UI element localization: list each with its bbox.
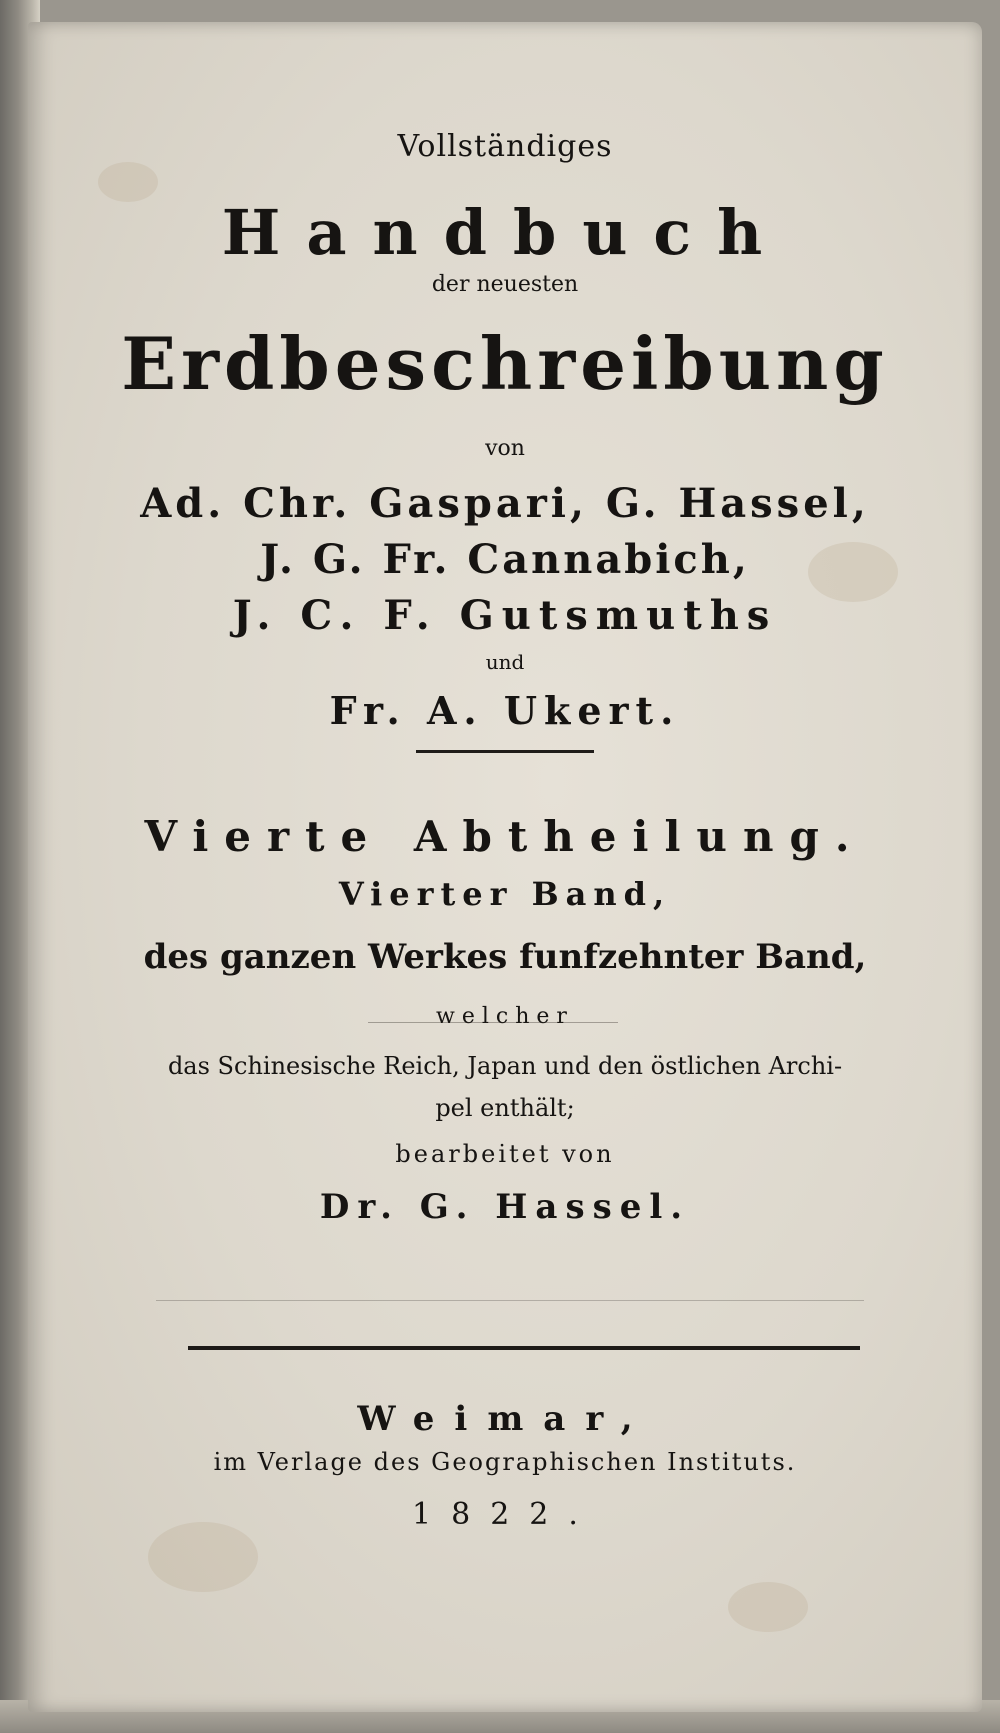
editor-name: Dr. G. Hassel. <box>319 1187 691 1227</box>
imprint-year: 1822. <box>412 1497 598 1532</box>
section-line-werk: des ganzen Werkes funfzehnter Band, <box>143 937 867 977</box>
author-line-last: Fr. A. Ukert. <box>329 688 681 733</box>
divider-rule-faint-long <box>156 1300 864 1301</box>
title-line-und: und <box>485 650 525 674</box>
description-line-2: pel enthält; <box>435 1094 575 1122</box>
title-line-handbuch: Handbuch <box>221 196 789 269</box>
title-line-der-neuesten: der neuesten <box>431 272 579 297</box>
section-line-band: Vierter Band, <box>338 875 672 913</box>
divider-rule-long <box>188 1346 860 1350</box>
divider-rule-faint <box>368 1022 618 1023</box>
imprint-publisher: im Verlage des Geographischen Instituts. <box>213 1448 797 1476</box>
author-line-2: J. G. Fr. Cannabich, <box>260 536 750 583</box>
section-line-welcher: welcher <box>436 1004 574 1029</box>
author-line-1: Ad. Chr. Gaspari, G. Hassel, <box>140 480 870 527</box>
title-line-von: von <box>485 436 525 461</box>
title-line-vollstaendiges: Vollständiges <box>397 129 613 164</box>
title-page <box>28 22 982 1712</box>
title-line-erdbeschreibung: Erdbeschreibung <box>121 321 889 406</box>
foxing-spot <box>98 162 158 202</box>
foxing-spot <box>148 1522 258 1592</box>
author-line-3: J. C. F. Gutsmuths <box>232 592 778 639</box>
description-line-1: das Schinesische Reich, Japan und den östlichen Archi- <box>167 1052 843 1080</box>
section-line-abtheilung: Vierte Abtheilung. <box>144 812 866 861</box>
editor-label: bearbeitet von <box>395 1140 615 1168</box>
foxing-spot <box>728 1582 808 1632</box>
imprint-city: Weimar, <box>357 1399 653 1439</box>
divider-rule-short <box>416 750 594 753</box>
